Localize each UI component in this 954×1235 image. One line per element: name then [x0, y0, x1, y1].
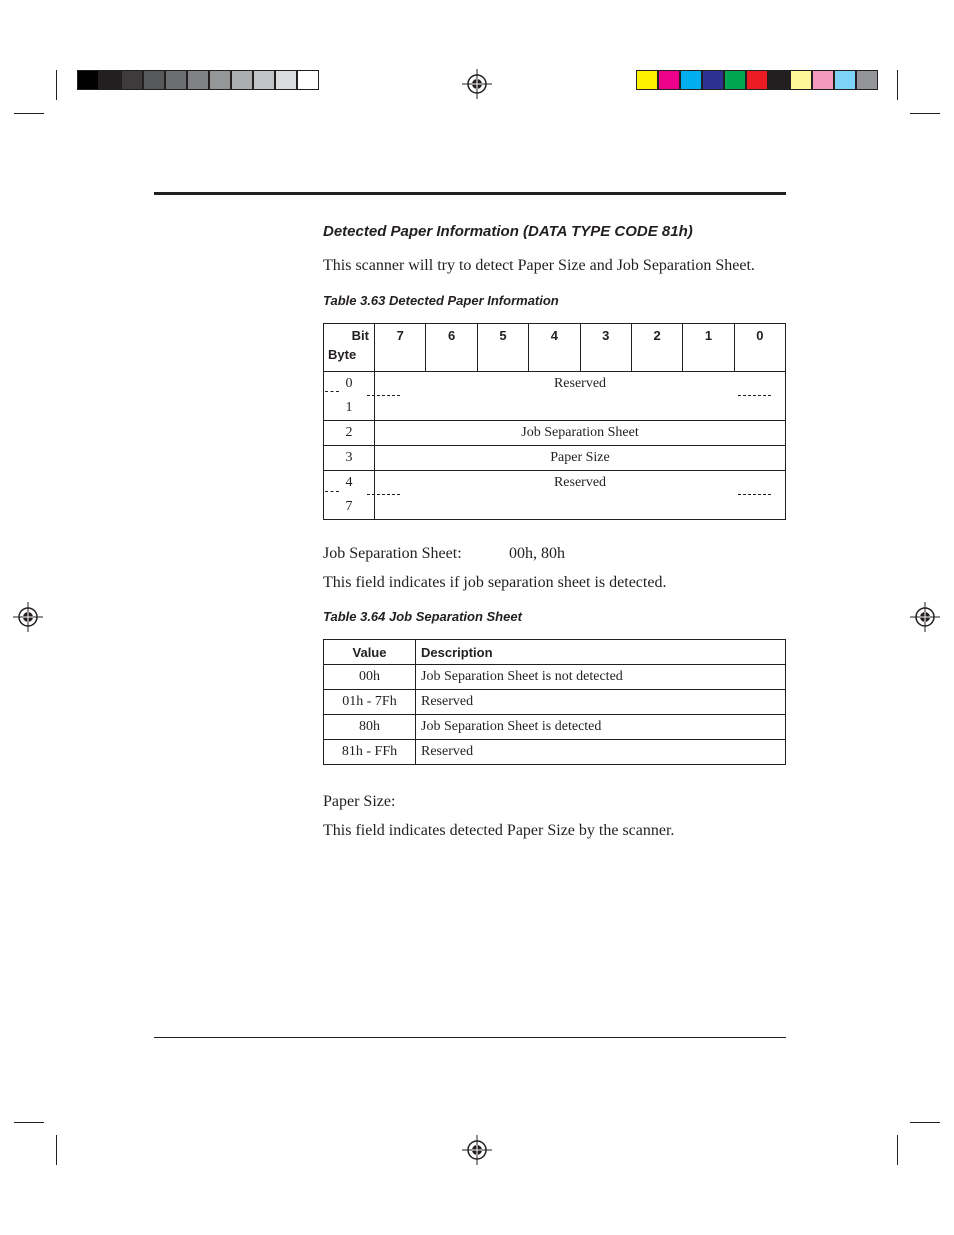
description-cell: Reserved: [416, 740, 786, 765]
color-swatch: [812, 70, 834, 90]
crop-mark: [897, 1135, 898, 1165]
job-sep-values: 00h, 80h: [509, 545, 565, 562]
crop-mark: [56, 1135, 57, 1165]
description-cell: Reserved: [416, 690, 786, 715]
color-swatch: [143, 70, 165, 90]
intro-paragraph: This scanner will try to detect Paper Size and Job Separation Sheet.: [323, 257, 755, 274]
bit-header: 5: [477, 324, 528, 372]
bit-header: 7: [375, 324, 426, 372]
detected-paper-table: [323, 323, 786, 520]
crop-mark: [14, 1122, 44, 1123]
registration-mark-icon: [462, 1135, 492, 1165]
crop-mark: [14, 113, 44, 114]
color-swatch: [209, 70, 231, 90]
value-cell: 01h - 7Fh: [324, 690, 416, 715]
field-cell: [375, 471, 786, 520]
section-heading: Detected Paper Information (DATA TYPE CODE 81h): [323, 223, 693, 240]
value-cell: 80h: [324, 715, 416, 740]
table-header-row: [324, 640, 786, 665]
table-row: [324, 471, 786, 496]
registration-mark-icon: [13, 602, 43, 632]
color-swatch: [834, 70, 856, 90]
color-swatch: [724, 70, 746, 90]
table-header-row: [324, 324, 786, 372]
registration-mark-icon: [910, 602, 940, 632]
table-63-caption: Table 3.63 Detected Paper Information: [323, 293, 559, 308]
crop-mark: [910, 113, 940, 114]
color-swatch: [768, 70, 790, 90]
field-cell: Paper Size: [375, 446, 786, 471]
byte-label: Byte: [328, 347, 357, 362]
value-cell: 81h - FFh: [324, 740, 416, 765]
color-swatch: [253, 70, 275, 90]
color-swatch: [680, 70, 702, 90]
crop-mark: [56, 70, 57, 100]
byte-cell: 1: [324, 396, 375, 421]
table-row: [324, 665, 786, 690]
job-sep-description: This field indicates if job separation sheet is detected.: [323, 574, 667, 591]
color-swatch: [77, 70, 99, 90]
color-swatch: [231, 70, 253, 90]
table-row: [324, 372, 786, 397]
description-cell: Job Separation Sheet is not detected: [416, 665, 786, 690]
color-swatch: [297, 70, 319, 90]
byte-cell: 0: [324, 372, 375, 397]
color-swatch: [165, 70, 187, 90]
byte-cell: 7: [324, 495, 375, 520]
header-rule: [154, 192, 786, 195]
byte-cell: 3: [324, 446, 375, 471]
table-64-caption: Table 3.64 Job Separation Sheet: [323, 609, 522, 624]
color-swatch: [746, 70, 768, 90]
field-cell: [375, 372, 786, 421]
bit-header: 3: [580, 324, 631, 372]
color-swatch: [856, 70, 878, 90]
color-swatch: [99, 70, 121, 90]
bit-header: 4: [529, 324, 580, 372]
bit-header: 6: [426, 324, 477, 372]
color-swatch: [636, 70, 658, 90]
registration-mark-icon: [462, 69, 492, 99]
job-sep-label: Job Separation Sheet:: [323, 545, 462, 562]
table-row: [324, 690, 786, 715]
color-swatch: [790, 70, 812, 90]
bit-header: 1: [683, 324, 734, 372]
value-header: Value: [324, 640, 416, 665]
field-cell: Job Separation Sheet: [375, 421, 786, 446]
field-label: Reserved: [553, 376, 607, 391]
paper-size-description: This field indicates detected Paper Size by the scanner.: [323, 822, 675, 839]
color-swatch: [121, 70, 143, 90]
description-cell: Job Separation Sheet is detected: [416, 715, 786, 740]
description-header: Description: [416, 640, 786, 665]
value-cell: 00h: [324, 665, 416, 690]
job-separation-table: [323, 639, 786, 765]
color-swatch: [702, 70, 724, 90]
crop-mark: [897, 70, 898, 100]
bit-label: Bit: [351, 328, 369, 343]
table-row: [324, 740, 786, 765]
byte-cell: 2: [324, 421, 375, 446]
color-swatch: [275, 70, 297, 90]
field-label: Reserved: [553, 475, 607, 490]
crop-mark: [910, 1122, 940, 1123]
bit-header: 0: [734, 324, 785, 372]
color-swatch: [187, 70, 209, 90]
table-row: [324, 446, 786, 471]
paper-size-label: Paper Size:: [323, 793, 396, 810]
bit-byte-header: [324, 324, 375, 372]
table-row: [324, 421, 786, 446]
footer-rule: [154, 1037, 786, 1038]
bit-header: 2: [631, 324, 682, 372]
byte-cell: 4: [324, 471, 375, 496]
byte-dash: [325, 491, 339, 492]
color-swatch: [658, 70, 680, 90]
table-row: [324, 715, 786, 740]
byte-dash: [325, 391, 339, 392]
